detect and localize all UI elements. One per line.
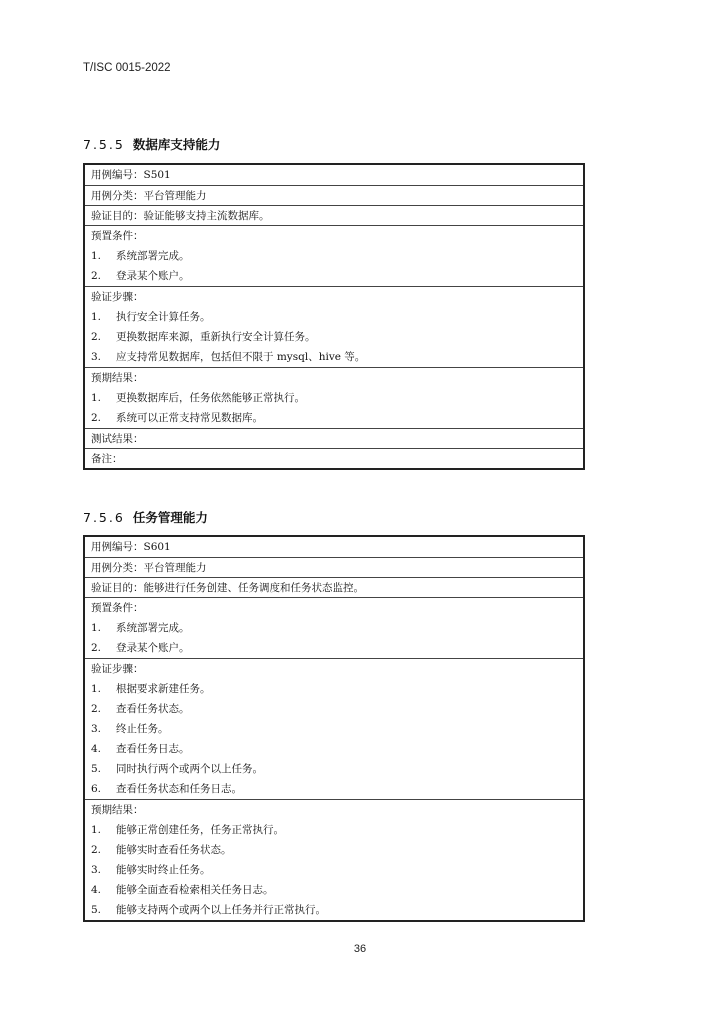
list-item: 1. 根据要求新建任务。 [91,683,211,695]
test-case-table-s601 [83,535,585,922]
page-number: 36 [353,943,367,955]
list-item: 1. 系统部署完成。 [91,622,190,634]
section-heading: 任务管理能力 [132,510,208,525]
list-item: 4. 查看任务日志。 [91,743,190,755]
case-category-row: 用例分类：平台管理能力 [85,557,583,577]
list-item: 1. 能够正常创建任务，任务正常执行。 [91,824,284,836]
list-item: 3. 能够实时终止任务。 [91,864,211,876]
list-item: 6. 查看任务状态和任务日志。 [91,783,242,795]
preconditions-block [85,597,583,658]
purpose-row: 验证目的：验证能够支持主流数据库。 [85,205,583,225]
list-item: 2. 登录某个账户。 [91,642,190,654]
case-category-row: 用例分类：平台管理能力 [85,185,583,205]
steps-label: 验证步骤： [91,663,144,675]
section-title-7-5-5 [83,135,220,153]
standard-id: T/ISC 0015-2022 [83,62,171,74]
list-item: 2. 能够实时查看任务状态。 [91,844,232,856]
case-id-row: 用例编号：S601 [91,541,171,553]
test-result-row: 测试结果： [85,428,583,448]
list-item: 5. 能够支持两个或两个以上任务并行正常执行。 [91,904,326,916]
remarks-row: 备注： [85,448,583,468]
section-number: 7.5.6 [83,510,125,525]
section-number: 7.5.5 [83,137,125,152]
list-item: 3. 终止任务。 [91,723,169,735]
steps-block [85,286,583,367]
list-item: 5. 同时执行两个或两个以上任务。 [91,763,263,775]
list-item: 4. 能够全面查看检索相关任务日志。 [91,884,274,896]
list-item: 2. 更换数据库来源，重新执行安全计算任务。 [91,331,316,343]
steps-label: 验证步骤： [91,291,144,303]
purpose-row: 验证目的：能够进行任务创建、任务调度和任务状态监控。 [85,577,583,597]
preconditions-block [85,225,583,286]
list-item: 2. 查看任务状态。 [91,703,190,715]
list-item: 1. 系统部署完成。 [91,250,190,262]
expected-label: 预期结果： [91,804,144,816]
section-title-7-5-6 [83,508,208,526]
list-item: 2. 系统可以正常支持常见数据库。 [91,412,263,424]
list-item: 1. 更换数据库后，任务依然能够正常执行。 [91,392,305,404]
list-item: 1. 执行安全计算任务。 [91,311,211,323]
section-heading: 数据库支持能力 [132,137,221,152]
expected-results-block [85,367,583,428]
list-item: 2. 登录某个账户。 [91,270,190,282]
expected-results-block [85,799,583,920]
steps-block [85,658,583,799]
case-id-row: 用例编号：S501 [91,169,171,181]
expected-label: 预期结果： [91,372,144,384]
preconditions-label: 预置条件： [91,602,144,614]
test-case-table-s501 [83,163,585,470]
list-item: 3. 应支持常见数据库，包括但不限于 mysql、hive 等。 [91,351,366,363]
preconditions-label: 预置条件： [91,230,144,242]
